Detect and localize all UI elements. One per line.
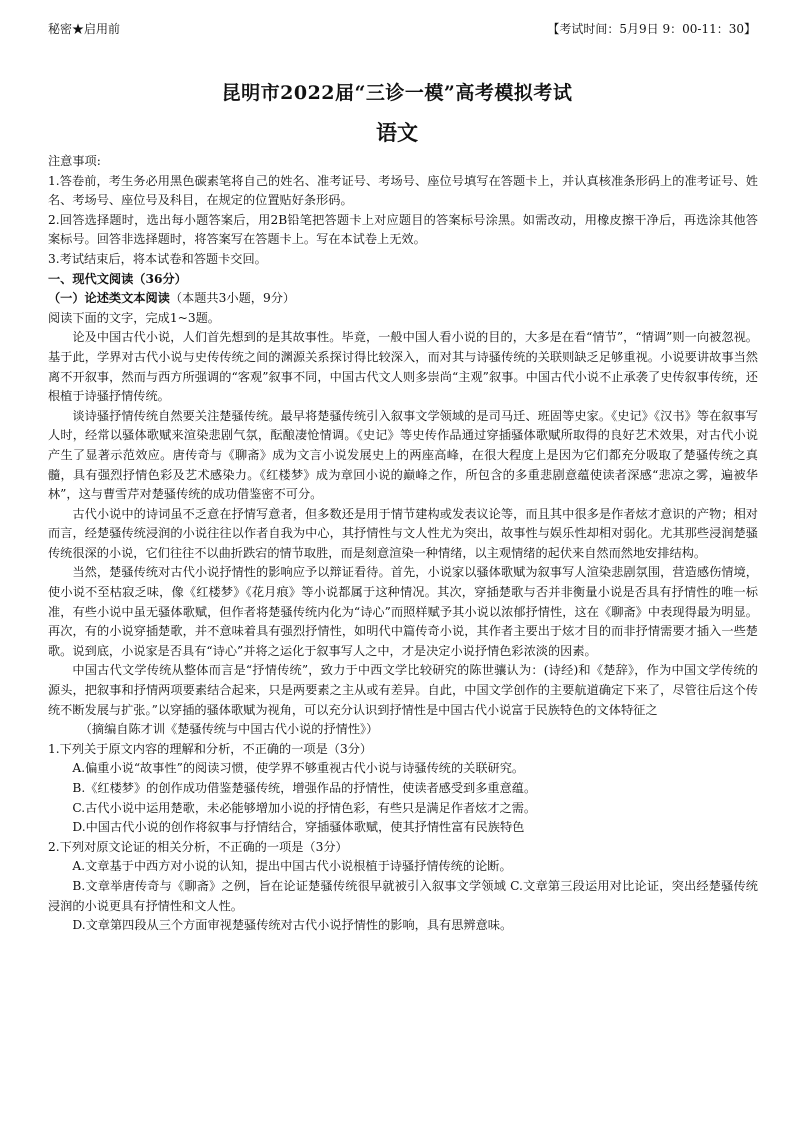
notice-item-2: 2.回答选择题时，选出每小题答案后，用2B铅笔把答题卡上对应题目的答案标号涂黑。如需改动，用橡皮擦干净后，再选涂其他答案标号。回答非选择题时，将答案写在答题卡上。写在本试卷上无效。 (48, 212, 758, 247)
passage-source: （摘编自陈才训《楚骚传统与中国古代小说的抒情性》） (79, 722, 379, 737)
question-2-option-a: A.文章基于中西方对小说的认知，提出中国古代小说根植于诗骚抒情传统的论断。 (72, 859, 512, 874)
part-title: （一）论述类文本阅读 (48, 291, 170, 306)
header-bar (48, 20, 756, 40)
subject-title: 语文 (376, 120, 418, 145)
question-1-option-d: D.中国古代小说的创作将叙事与抒情结合，穿插骚体歌赋，使其抒情性富有民族特色 (72, 820, 525, 835)
exam-time: 【考试时间：5月9日 9：00-11：30】 (547, 22, 756, 36)
question-2-stem: 2.下列对原文论证的相关分析，不正确的一项是（3分） (48, 839, 348, 854)
question-2-option-b: B.文章举唐传奇与《聊斋》之例，旨在论证楚骚传统很早就被引入叙事文学领域 C.文章第三段运用对比论证，突出经楚骚传统浸润的小说更具有抒情性和文人性。 (48, 878, 758, 913)
reading-instruction: 阅读下面的文字，完成1~3题。 (48, 310, 220, 325)
part-heading (48, 289, 758, 309)
exam-body (48, 152, 758, 936)
passage-paragraph-5: 中国古代文学传统从整体而言是“抒情传统”，致力于中西文学比较研究的陈世骧认为：(诗经)和《楚辞》，作为中国文学传统的源头，把叙事和抒情两项要素结合起来，只是两要素之主从或有差异。自此，中国文学创作的主要航道确定下来了，尽管往后这个传统不断发展与扩张。”以穿插的骚体歌赋为视角，可以充分认识到抒情性是中国古代小说富于民族特色的文体特征之 (48, 663, 758, 717)
question-1-option-c: C.古代小说中运用楚歌，未必能够增加小说的抒情色彩，有些只是满足作者炫才之需。 (72, 800, 537, 815)
question-2-option-d: D.文章第四段从三个方面审视楚骚传统对古代小说抒情性的影响，具有思辨意味。 (72, 918, 513, 933)
notice-heading: 注意事项: (48, 154, 101, 168)
passage-paragraph-2: 谈诗骚抒情传统自然要关注楚骚传统。最早将楚骚传统引入叙事文学领域的是司马迁、班固等史家。《史记》《汉书》等在叙事写人时，经常以骚体歌赋来渲染悲剧气氛，酝酿凄怆情调。《史记》等史传作品通过穿插骚体歌赋所取得的良好艺术效果，对古代小说产生了显著示范效应。唐传奇与《聊斋》成为文言小说发展史上的两座高峰，在很大程度上是因为它们都充分吸取了楚骚传统之真髓，具有强烈抒情色彩及艺术感染力。《红楼梦》成为章回小说的巅峰之作，所包含的多重悲剧意蕴使读者深感“悲凉之雾，遍被华林”，这与曹雪芹对楚骚传统的成功借鉴密不可分。 (48, 408, 758, 502)
question-1-stem: 1.下列关于原文内容的理解和分析，不正确的一项是（3分） (48, 741, 373, 756)
confidential-label: 秘密★启用前 (48, 22, 121, 36)
section-heading: 一、现代文阅读（36分） (48, 271, 187, 286)
exam-title: 昆明市2022届“三诊一模”高考模拟考试 (221, 82, 573, 104)
passage-paragraph-3: 古代小说中的诗词虽不乏意在抒情写意者，但多数还是用于情节建构或发表议论等，而且其中很多是作者炫才意识的产物；相对而言，经楚骚传统浸润的小说往往以作者自我为中心，其抒情性与文人性尤为突出，故事性与娱乐性却相对弱化。尤其那些浸润楚骚传统很深的小说，它们往往不以曲折跌宕的情节取胜，而是刻意渲染一种情绪，以主观情绪的起伏来自然而然地安排结构。 (48, 506, 758, 560)
notice-item-1: 1.答卷前，考生务必用黑色碳素笔将自己的姓名、准考证号、考场号、座位号填写在答题卡上，并认真核准条形码上的准考证号、姓名、考场号、座位号及科目，在规定的位置贴好条形码。 (48, 173, 758, 208)
passage-paragraph-4: 当然，楚骚传统对古代小说抒情性的影响应予以辩证看待。首先，小说家以骚体歌赋为叙事写人渲染悲剧氛围，营造感伤情境，使小说不至枯寂乏味，像《红楼梦》《花月痕》等小说都属于这种情况。其次，穿插楚歌与否并非衡量小说是否具有抒情性的唯一标准，有些小说中虽无骚体歌赋，但作者将楚骚传统内化为“诗心”而照样赋予其小说以浓郁抒情性，这在《聊斋》中表现得最为明显。再次，有的小说穿插楚歌，并不意味着具有强烈抒情性，如明代中篇传奇小说，其作者主要出于炫才目的而非抒情需要才插入一些楚歌。说到底，小说家是否具有“诗心”并将之运化于叙事写人之中，才是决定小说抒情色彩浓淡的因素。 (48, 565, 758, 658)
part-note: （本题共3小题，9分） (169, 291, 296, 306)
notice-item-3: 3.考试结束后，将本试卷和答题卡交回。 (48, 251, 267, 266)
passage-paragraph-1: 论及中国古代小说，人们首先想到的是其故事性。毕竟，一般中国人看小说的目的，大多是在看“情节”，“情调”则一向被忽视。基于此，学界对古代小说与史传传统之间的渊源关系探讨得比较深入，而对其与诗骚传统的关联则缺乏足够重视。小说要讲故事当然离不开叙事，然而与西方所强调的“客观”叙事不同，中国古代文人则多崇尚“主观”叙事。中国古代小说不止承袭了史传叙事传统，还根植于诗骚抒情传统。 (48, 330, 758, 404)
question-1-option-b: B.《红楼梦》的创作成功借鉴楚骚传统，增强作品的抒情性，使读者感受到多重意蕴。 (72, 781, 537, 795)
question-1-option-a: A.偏重小说“故事性”的阅读习惯，使学界不够重视古代小说与诗骚传统的关联研究。 (72, 761, 525, 776)
